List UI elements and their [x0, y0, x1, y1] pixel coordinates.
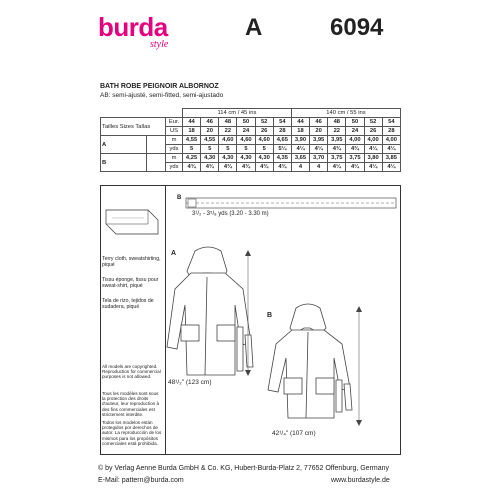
b-meter-cell-11: 3,85 [382, 154, 400, 163]
b-meter-cell-1: 4,30 [201, 154, 219, 163]
view-a-m-row [101, 136, 401, 145]
us-size-cell-11: 28 [382, 127, 400, 136]
size-table [100, 108, 401, 172]
us-size-cell-4: 26 [255, 127, 273, 136]
a-yard-cell-0: 5 [182, 145, 200, 154]
eur-size-cell-4: 52 [255, 118, 273, 127]
us-size-cell-8: 22 [328, 127, 346, 136]
fabric-en: Terry cloth, sweatshirting, piqué [102, 256, 161, 268]
b-meter-cell-2: 4,30 [219, 154, 237, 163]
b-yard-cell-2: 4¾ [219, 163, 237, 172]
a-meter-cell-0: 4,55 [182, 136, 200, 145]
b-yard-cell-5: 4¾ [273, 163, 291, 172]
a-meter-cell-6: 3,90 [291, 136, 309, 145]
a-yard-cell-8: 4¾ [328, 145, 346, 154]
a-meter-cell-9: 4,00 [346, 136, 364, 145]
footer-website[interactable]: www.burdastyle.de [331, 477, 390, 484]
garment-title: BATH ROBE PEIGNOIR ALBORNOZ [100, 83, 219, 90]
b-yard-cell-7: 4 [310, 163, 328, 172]
sizes-label: Tailles Sizes Tallas [101, 118, 166, 136]
a-yard-cell-3: 5 [237, 145, 255, 154]
b-yard-cell-10: 4¼ [364, 163, 382, 172]
eur-size-row [101, 118, 401, 127]
b-meter-cell-6: 3,65 [291, 154, 309, 163]
eur-size-cell-2: 48 [219, 118, 237, 127]
footer-email[interactable]: E-Mail: pattern@burda.com [98, 477, 184, 484]
b-yard-cell-3: 4¾ [237, 163, 255, 172]
pattern-number: 6094 [330, 14, 384, 41]
b-yard-cell-4: 4¾ [255, 163, 273, 172]
view-b-marker: B [267, 312, 273, 319]
fabric-layout-diagram [184, 196, 400, 212]
unit-eur: Eur. [166, 118, 183, 127]
a-yard-cell-7: 4¼ [310, 145, 328, 154]
unit-us: US [166, 127, 183, 136]
view-a-length: 48¹/₂" (123 cm) [168, 379, 212, 386]
b-yard-cell-8: 4¼ [328, 163, 346, 172]
eur-size-cell-9: 50 [346, 118, 364, 127]
footer-copyright: © by Verlag Aenne Burda GmbH & Co. KG, Hubert-Burda-Platz 2, 77652 Offenburg, Germany [98, 465, 390, 472]
robe-b-illustration [262, 300, 362, 430]
a-yard-cell-2: 5 [219, 145, 237, 154]
b-yard-cell-11: 4¼ [382, 163, 400, 172]
view-b-length: 42¹/₄" (107 cm) [272, 430, 316, 437]
garment-fit: AB: semi-ajusté, semi-fitted, semi-ajustado [100, 92, 224, 99]
a-meter-cell-1: 4,55 [201, 136, 219, 145]
copyright-en: All models are copyrighted. Reproduction for commercial purposes is not allowed. [102, 364, 161, 380]
eur-size-cell-6: 44 [291, 118, 309, 127]
b-meter-cell-10: 3,80 [364, 154, 382, 163]
a-meter-cell-7: 3,95 [310, 136, 328, 145]
a-yard-cell-9: 4¾ [346, 145, 364, 154]
us-size-cell-7: 20 [310, 127, 328, 136]
eur-size-cell-8: 48 [328, 118, 346, 127]
unit-m: m [166, 154, 183, 163]
a-meter-cell-8: 3,95 [328, 136, 346, 145]
eur-size-cell-0: 44 [182, 118, 200, 127]
a-yard-cell-4: 5 [255, 145, 273, 154]
a-meter-cell-11: 4,00 [382, 136, 400, 145]
b-meter-cell-7: 3,70 [310, 154, 328, 163]
us-size-cell-10: 26 [364, 127, 382, 136]
a-yard-cell-1: 5 [201, 145, 219, 154]
a-yard-cell-6: 4¼ [291, 145, 309, 154]
copyright-es: Todos los modelos están protegidos por derechos de autor. La reproducción de los mismos para los propósitos comerciales está prohibida. [102, 420, 162, 446]
us-size-cell-1: 20 [201, 127, 219, 136]
unit-m: m [166, 136, 183, 145]
eur-size-cell-7: 46 [310, 118, 328, 127]
eur-size-cell-1: 46 [201, 118, 219, 127]
unit-yds: yds [166, 163, 183, 172]
view-a-length-arrow [245, 250, 251, 376]
fabric-width-140: 140 cm / 55 ins [291, 109, 400, 118]
us-size-cell-0: 18 [182, 127, 200, 136]
fabric-fold-icon [104, 206, 160, 236]
a-meter-cell-2: 4,60 [219, 136, 237, 145]
b-meter-cell-4: 4,30 [255, 154, 273, 163]
b-yard-cell-9: 4¼ [346, 163, 364, 172]
eur-size-cell-10: 52 [364, 118, 382, 127]
us-size-cell-5: 28 [273, 127, 291, 136]
view-b-label: B [101, 154, 147, 172]
us-size-cell-9: 24 [346, 127, 364, 136]
eur-size-cell-11: 54 [382, 118, 400, 127]
b-meter-cell-5: 4,35 [273, 154, 291, 163]
b-meter-cell-9: 3,75 [346, 154, 364, 163]
a-yard-cell-11: 4¼ [382, 145, 400, 154]
view-b-m-row [101, 154, 401, 163]
b-yard-cell-6: 4 [291, 163, 309, 172]
unit-yds: yds [166, 145, 183, 154]
us-size-cell-2: 22 [219, 127, 237, 136]
fabric-es: Tela de rizo, tejidos de sudadera, piqué [102, 298, 154, 310]
us-size-cell-6: 18 [291, 127, 309, 136]
a-meter-cell-3: 4,60 [237, 136, 255, 145]
view-a-label: A [101, 136, 147, 154]
b-meter-cell-3: 4,30 [237, 154, 255, 163]
a-meter-cell-10: 4,00 [364, 136, 382, 145]
version-letter: A [245, 14, 263, 41]
fabric-width-114: 114 cm / 45 ins [182, 109, 291, 118]
layout-view-label: B [177, 195, 182, 201]
b-meter-cell-0: 4,25 [182, 154, 200, 163]
us-size-cell-3: 24 [237, 127, 255, 136]
a-meter-cell-4: 4,60 [255, 136, 273, 145]
layout-length: 3¹/₂ - 3⁵/₈ yds (3.20 - 3.30 m) [192, 211, 269, 217]
a-yard-cell-5: 5¼ [273, 145, 291, 154]
view-a-marker: A [171, 250, 177, 257]
b-meter-cell-8: 3,75 [328, 154, 346, 163]
fabric-fr: Tissu éponge, tissu pour sweat-shirt, piqué [102, 277, 159, 289]
eur-size-cell-3: 50 [237, 118, 255, 127]
eur-size-cell-5: 54 [273, 118, 291, 127]
copyright-fr: Tous les modèles sont sous la protection des droits d'auteur, leur reproduction à des fins commerciales est strictement interdite. [102, 391, 160, 417]
a-yard-cell-10: 4¼ [364, 145, 382, 154]
b-yard-cell-1: 4¾ [201, 163, 219, 172]
fabric-width-row [101, 109, 401, 118]
brand-logo: burda [98, 12, 168, 42]
brand-logo-sub: style [150, 39, 169, 50]
view-b-length-arrow [356, 306, 362, 426]
a-meter-cell-5: 4,65 [273, 136, 291, 145]
b-yard-cell-0: 4¾ [182, 163, 200, 172]
